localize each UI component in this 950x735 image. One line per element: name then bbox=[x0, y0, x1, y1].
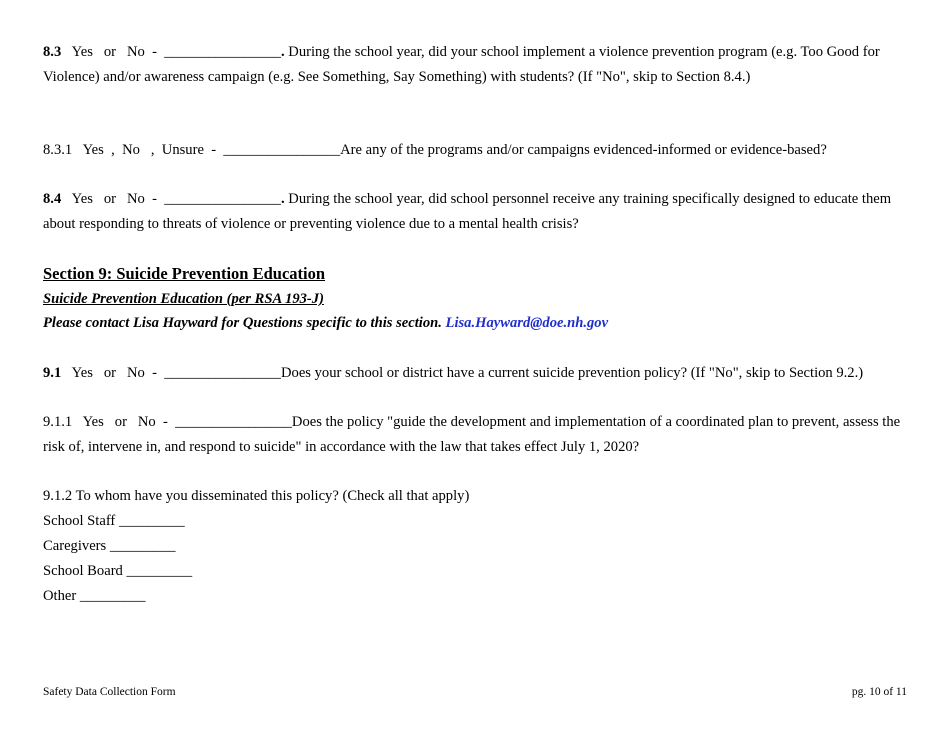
question-number: 8.3 bbox=[43, 44, 62, 60]
option-school-staff[interactable]: School Staff _________ bbox=[43, 513, 185, 529]
footer-form-title: Safety Data Collection Form bbox=[43, 686, 176, 698]
contact-email-link[interactable]: Lisa.Hayward@doe.nh.gov bbox=[445, 315, 609, 331]
section-9-contact bbox=[43, 312, 903, 335]
answer-options[interactable]: Yes or No - ________________ bbox=[71, 191, 281, 207]
question-8-4 bbox=[43, 187, 903, 237]
question-9-1-2: 9.1.2 To whom have you disseminated this policy? (Check all that apply) bbox=[43, 488, 470, 504]
footer-page-number: pg. 10 of 11 bbox=[851, 686, 907, 698]
question-text: During the school year, did your school implement a violence prevention program (e.g. Too Good for Violence) and/or awareness campaign (e.g. See Something, Say Something) with students? (If "No", skip to Section 8.4.) bbox=[43, 44, 884, 85]
question-8-3-1[interactable]: 8.3.1 Yes , No , Unsure - ________________Are any of the programs and/or campaigns evidenced-informed or evidence-based? bbox=[43, 142, 827, 158]
question-8-3 bbox=[43, 40, 903, 90]
question-number: 9.1 bbox=[43, 365, 62, 381]
option-school-board[interactable]: School Board _________ bbox=[43, 563, 193, 579]
answer-options[interactable]: Yes or No - ________________ bbox=[71, 44, 281, 60]
question-text[interactable]: Yes or No - ________________Does your school or district have a current suicide prevention policy? (If "No", skip to Section 9.2.) bbox=[71, 365, 864, 381]
question-text: During the school year, did school personnel receive any training specifically designed to educate them about responding to threats of violence or preventing violence due to a mental health crisis? bbox=[43, 191, 895, 232]
answer-dot: . bbox=[280, 44, 285, 60]
question-number: 8.4 bbox=[43, 191, 62, 207]
option-other[interactable]: Other _________ bbox=[43, 588, 146, 604]
question-9-1-1[interactable]: 9.1.1 Yes or No - ________________Does the policy "guide the development and implementation of a coordinated plan to prevent, assess the risk of, intervene in, and respond to suicide" in accordance with the law that takes effect July 1, 2020? bbox=[43, 414, 904, 455]
contact-text: Please contact Lisa Hayward for Questions specific to this section. bbox=[43, 315, 446, 331]
question-9-1 bbox=[43, 361, 903, 386]
section-9-subtitle: Suicide Prevention Education (per RSA 193-J) bbox=[43, 291, 324, 307]
form-page bbox=[43, 40, 903, 609]
option-caregivers[interactable]: Caregivers _________ bbox=[43, 538, 176, 554]
answer-dot: . bbox=[280, 191, 285, 207]
section-9-title: Section 9: Suicide Prevention Education bbox=[43, 264, 326, 283]
